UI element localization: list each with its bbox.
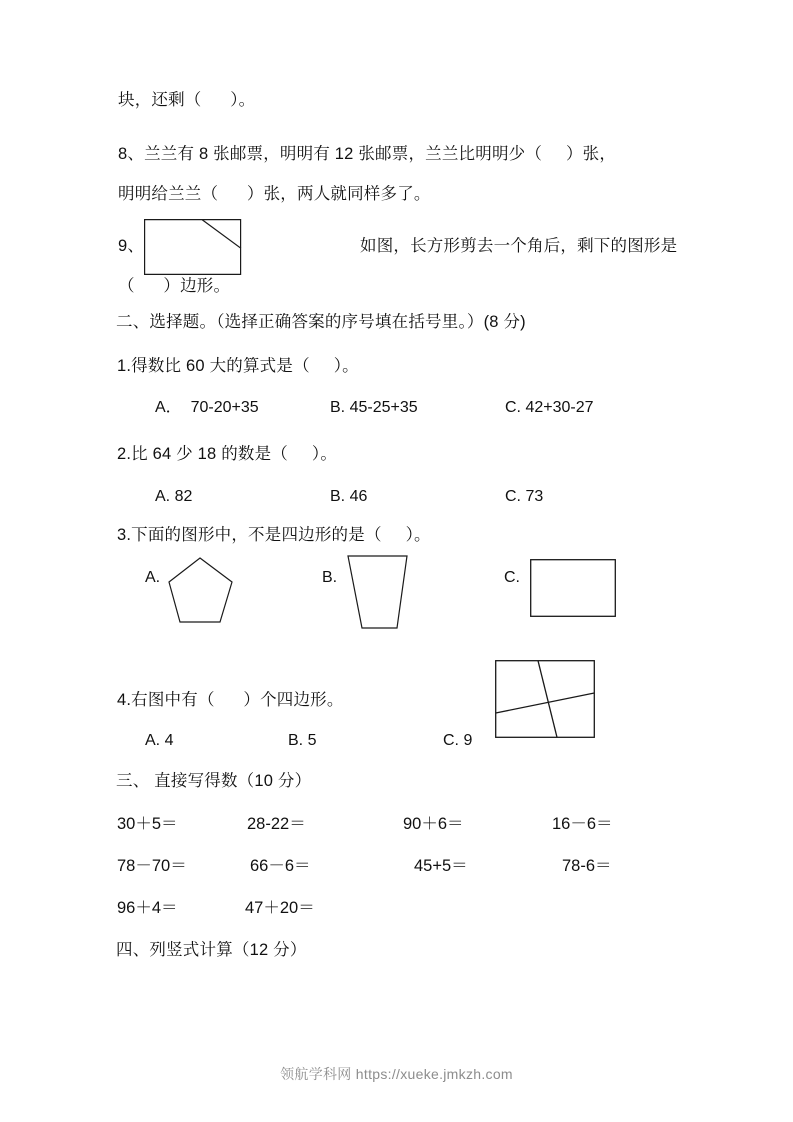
arith-r2-c2: 66－6＝	[250, 857, 311, 875]
rectangle-with-cut-corner-figure	[144, 219, 244, 279]
arith-r1-c1: 30＋5＝	[117, 815, 178, 833]
pentagon-figure	[166, 555, 236, 629]
q1-option-b[interactable]: B. 45-25+35	[330, 399, 418, 416]
q1-option-a[interactable]: A． 70-20+35	[155, 399, 259, 416]
question-9-text: 如图，长方形剪去一个角后，剩下的图形是	[360, 237, 678, 255]
section-2-question-4-stem: 4.右图中有（ ）个四边形。	[117, 691, 344, 709]
arith-r3-c2: 47＋20＝	[245, 899, 315, 917]
question-9-number: 9、	[118, 237, 145, 255]
arith-r2-c3: 45+5＝	[414, 857, 468, 875]
section-2-question-2-stem: 2.比 64 少 18 的数是（ ）。	[117, 445, 338, 463]
q4-option-a[interactable]: A. 4	[145, 732, 174, 749]
q2-option-b[interactable]: B. 46	[330, 488, 368, 505]
q3-option-b-label[interactable]: B.	[322, 569, 338, 586]
q3-option-a-label[interactable]: A.	[145, 569, 161, 586]
section-3-heading: 三、 直接写得数（10 分）	[116, 772, 312, 790]
arith-r1-c3: 90＋6＝	[403, 815, 464, 833]
q4-option-c[interactable]: C. 9	[443, 732, 473, 749]
question-8-line-1: 8、兰兰有 8 张邮票，明明有 12 张邮票，兰兰比明明少（ ）张，	[118, 145, 617, 163]
footer-watermark: 领航学科网 https://xueke.jmkzh.com	[280, 1066, 513, 1082]
fill-in-continuation-line: 块，还剩（ ）。	[118, 91, 256, 109]
q3-option-c-label[interactable]: C.	[504, 569, 520, 586]
q2-option-c[interactable]: C. 73	[505, 488, 544, 505]
section-2-question-3-stem: 3.下面的图形中，不是四边形的是（ ）。	[117, 526, 431, 544]
question-8-line-2: 明明给兰兰（ ）张，两人就同样多了。	[118, 185, 431, 203]
trapezoid-figure	[345, 553, 411, 631]
q2-option-a[interactable]: A. 82	[155, 488, 193, 505]
arith-r3-c1: 96＋4＝	[117, 899, 178, 917]
rectangle-figure	[530, 559, 616, 617]
arith-r2-c4: 78-6＝	[562, 857, 612, 875]
section-2-question-1-stem: 1.得数比 60 大的算式是（ ）。	[117, 357, 359, 375]
q4-option-b[interactable]: B. 5	[288, 732, 317, 749]
section-4-heading: 四、列竖式计算（12 分）	[116, 941, 307, 959]
q1-option-c[interactable]: C. 42+30-27	[505, 399, 594, 416]
arith-r2-c1: 78－70＝	[117, 857, 187, 875]
section-2-heading: 二、选择题。（选择正确答案的序号填在括号里。）(8 分)	[116, 313, 526, 331]
rectangle-with-two-crossing-lines-figure	[495, 660, 595, 738]
arith-r1-c2: 28-22＝	[247, 815, 306, 833]
arith-r1-c4: 16－6＝	[552, 815, 613, 833]
question-9-answer-line: （ ）边形。	[118, 277, 231, 295]
